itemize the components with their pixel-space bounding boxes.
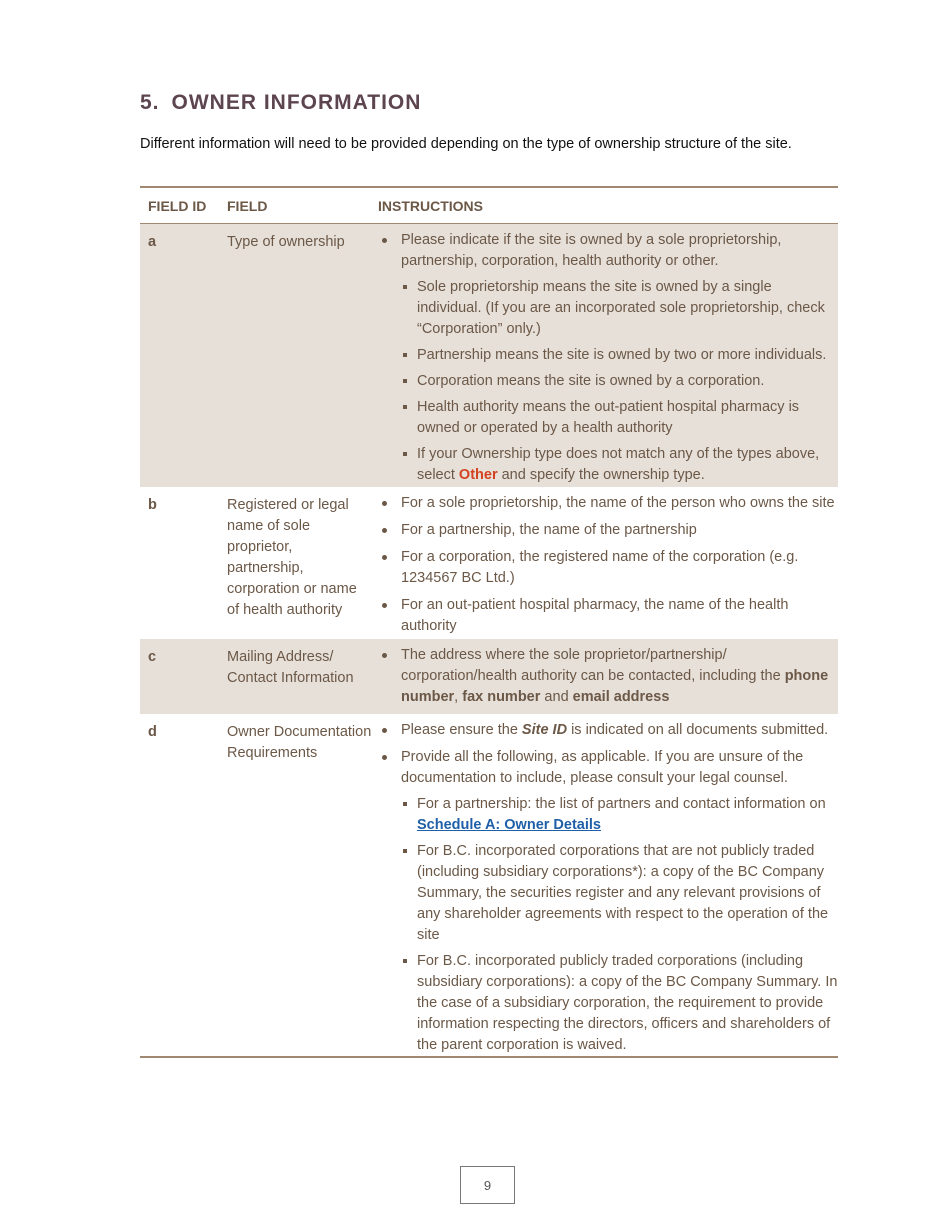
table-row-a [140, 224, 838, 487]
sub-instruction-item: For B.C. incorporated publicly traded corporations (including subsidiary corporations): a copy of the BC Company Summary. In the case of a subsidiary corporation, the requirement to provide information respecting the directors, officers and shareholders of the parent corporation is waived. [401, 951, 838, 1056]
table-header [140, 188, 838, 224]
field-name: Mailing Address/ Contact Information [227, 649, 354, 686]
instruction-item: For a partnership, the name of the partnership [378, 520, 838, 541]
other-option-label: Other [458, 467, 498, 483]
sub-instruction-item: If your Ownership type does not match any of the types above, select Other and specify the ownership type. [401, 444, 838, 486]
instructions-cell [378, 714, 838, 1056]
section-number: 5. [140, 91, 160, 114]
header-instructions: INSTRUCTIONS [378, 197, 483, 214]
instructions-cell [378, 487, 838, 639]
instruction-item: The address where the sole proprietor/partnership/ corporation/health authority can be contacted, including the phone number, fax number and email address [378, 645, 838, 708]
field-id: d [148, 724, 157, 740]
sub-instruction-item: Health authority means the out-patient hospital pharmacy is owned or operated by a health authority [401, 397, 838, 439]
field-name: Type of ownership [227, 234, 345, 250]
owner-info-table [140, 186, 838, 1058]
instructions-cell [378, 639, 838, 714]
header-field: FIELD [227, 197, 268, 214]
field-name: Registered or legal name of sole proprietor, partnership, corporation or name of health authority [227, 497, 357, 618]
table-row-d [140, 714, 838, 1056]
schedule-a-link[interactable]: Schedule A: Owner Details [417, 817, 601, 833]
sub-instruction-item: For a partnership: the list of partners and contact information on Schedule A: Owner Details [401, 794, 838, 836]
header-field-id: FIELD ID [148, 197, 207, 214]
instruction-item: Please indicate if the site is owned by a sole proprietorship, partnership, corporation, health authority or other. Sole proprietorship means the site is owned by a single individual. (If you are an incorporated sole proprietorship, check “Corporation” only.) Partnership means the site is owned by two or more individuals. Corporation means the site is owned by a corporation. Health authority means the out-patient hospital pharmacy is owned or operated by a health authority If your Ownership type does not match any of the types above, select Other and specify the ownership type. [378, 230, 838, 486]
section-heading [140, 91, 421, 115]
instructions-cell [378, 224, 838, 487]
instruction-item: For a sole proprietorship, the name of the person who owns the site [378, 493, 838, 514]
sub-instruction-item: For B.C. incorporated corporations that are not publicly traded (including subsidiary corporations*): a copy of the BC Company Summary, the securities register and any relevant provisions of any shareholder agreements with respect to the operation of the site [401, 841, 838, 946]
section-title: OWNER INFORMATION [171, 91, 422, 114]
instruction-item: For a corporation, the registered name of the corporation (e.g. 1234567 BC Ltd.) [378, 547, 838, 589]
table-row-b [140, 487, 838, 639]
field-name: Owner Documentation Requirements [227, 724, 372, 761]
instruction-item: For an out-patient hospital pharmacy, the name of the health authority [378, 595, 838, 637]
instruction-item: Please ensure the Site ID is indicated on all documents submitted. [378, 720, 838, 741]
intro-paragraph: Different information will need to be provided depending on the type of ownership structure of the site. [140, 136, 792, 152]
sub-instruction-item: Partnership means the site is owned by two or more individuals. [401, 345, 838, 366]
field-id: b [148, 497, 157, 513]
sub-instruction-item: Corporation means the site is owned by a corporation. [401, 371, 838, 392]
sub-instruction-item: Sole proprietorship means the site is owned by a single individual. (If you are an incorporated sole proprietorship, check “Corporation” only.) [401, 277, 838, 340]
field-id: c [148, 649, 157, 665]
field-id: a [148, 234, 157, 250]
instruction-item: Provide all the following, as applicable. If you are unsure of the documentation to include, please consult your legal counsel. For a partnership: the list of partners and contact information on Schedule A: Owner Details For B.C. incorporated corporations that are not publicly traded (including subsidiary corporations*): a copy of the BC Company Summary, the securities register and any relevant provisions of any shareholder agreements with respect to the operation of the site For B.C. incorporated publicly traded corporations (including subsidiary corporations): a copy of the BC Company Summary. In the case of a subsidiary corporation, the requirement to provide information respecting the directors, officers and shareholders of the parent corporation is waived. [378, 747, 838, 1056]
table-row-c [140, 639, 838, 714]
page-number: 9 [460, 1166, 515, 1204]
